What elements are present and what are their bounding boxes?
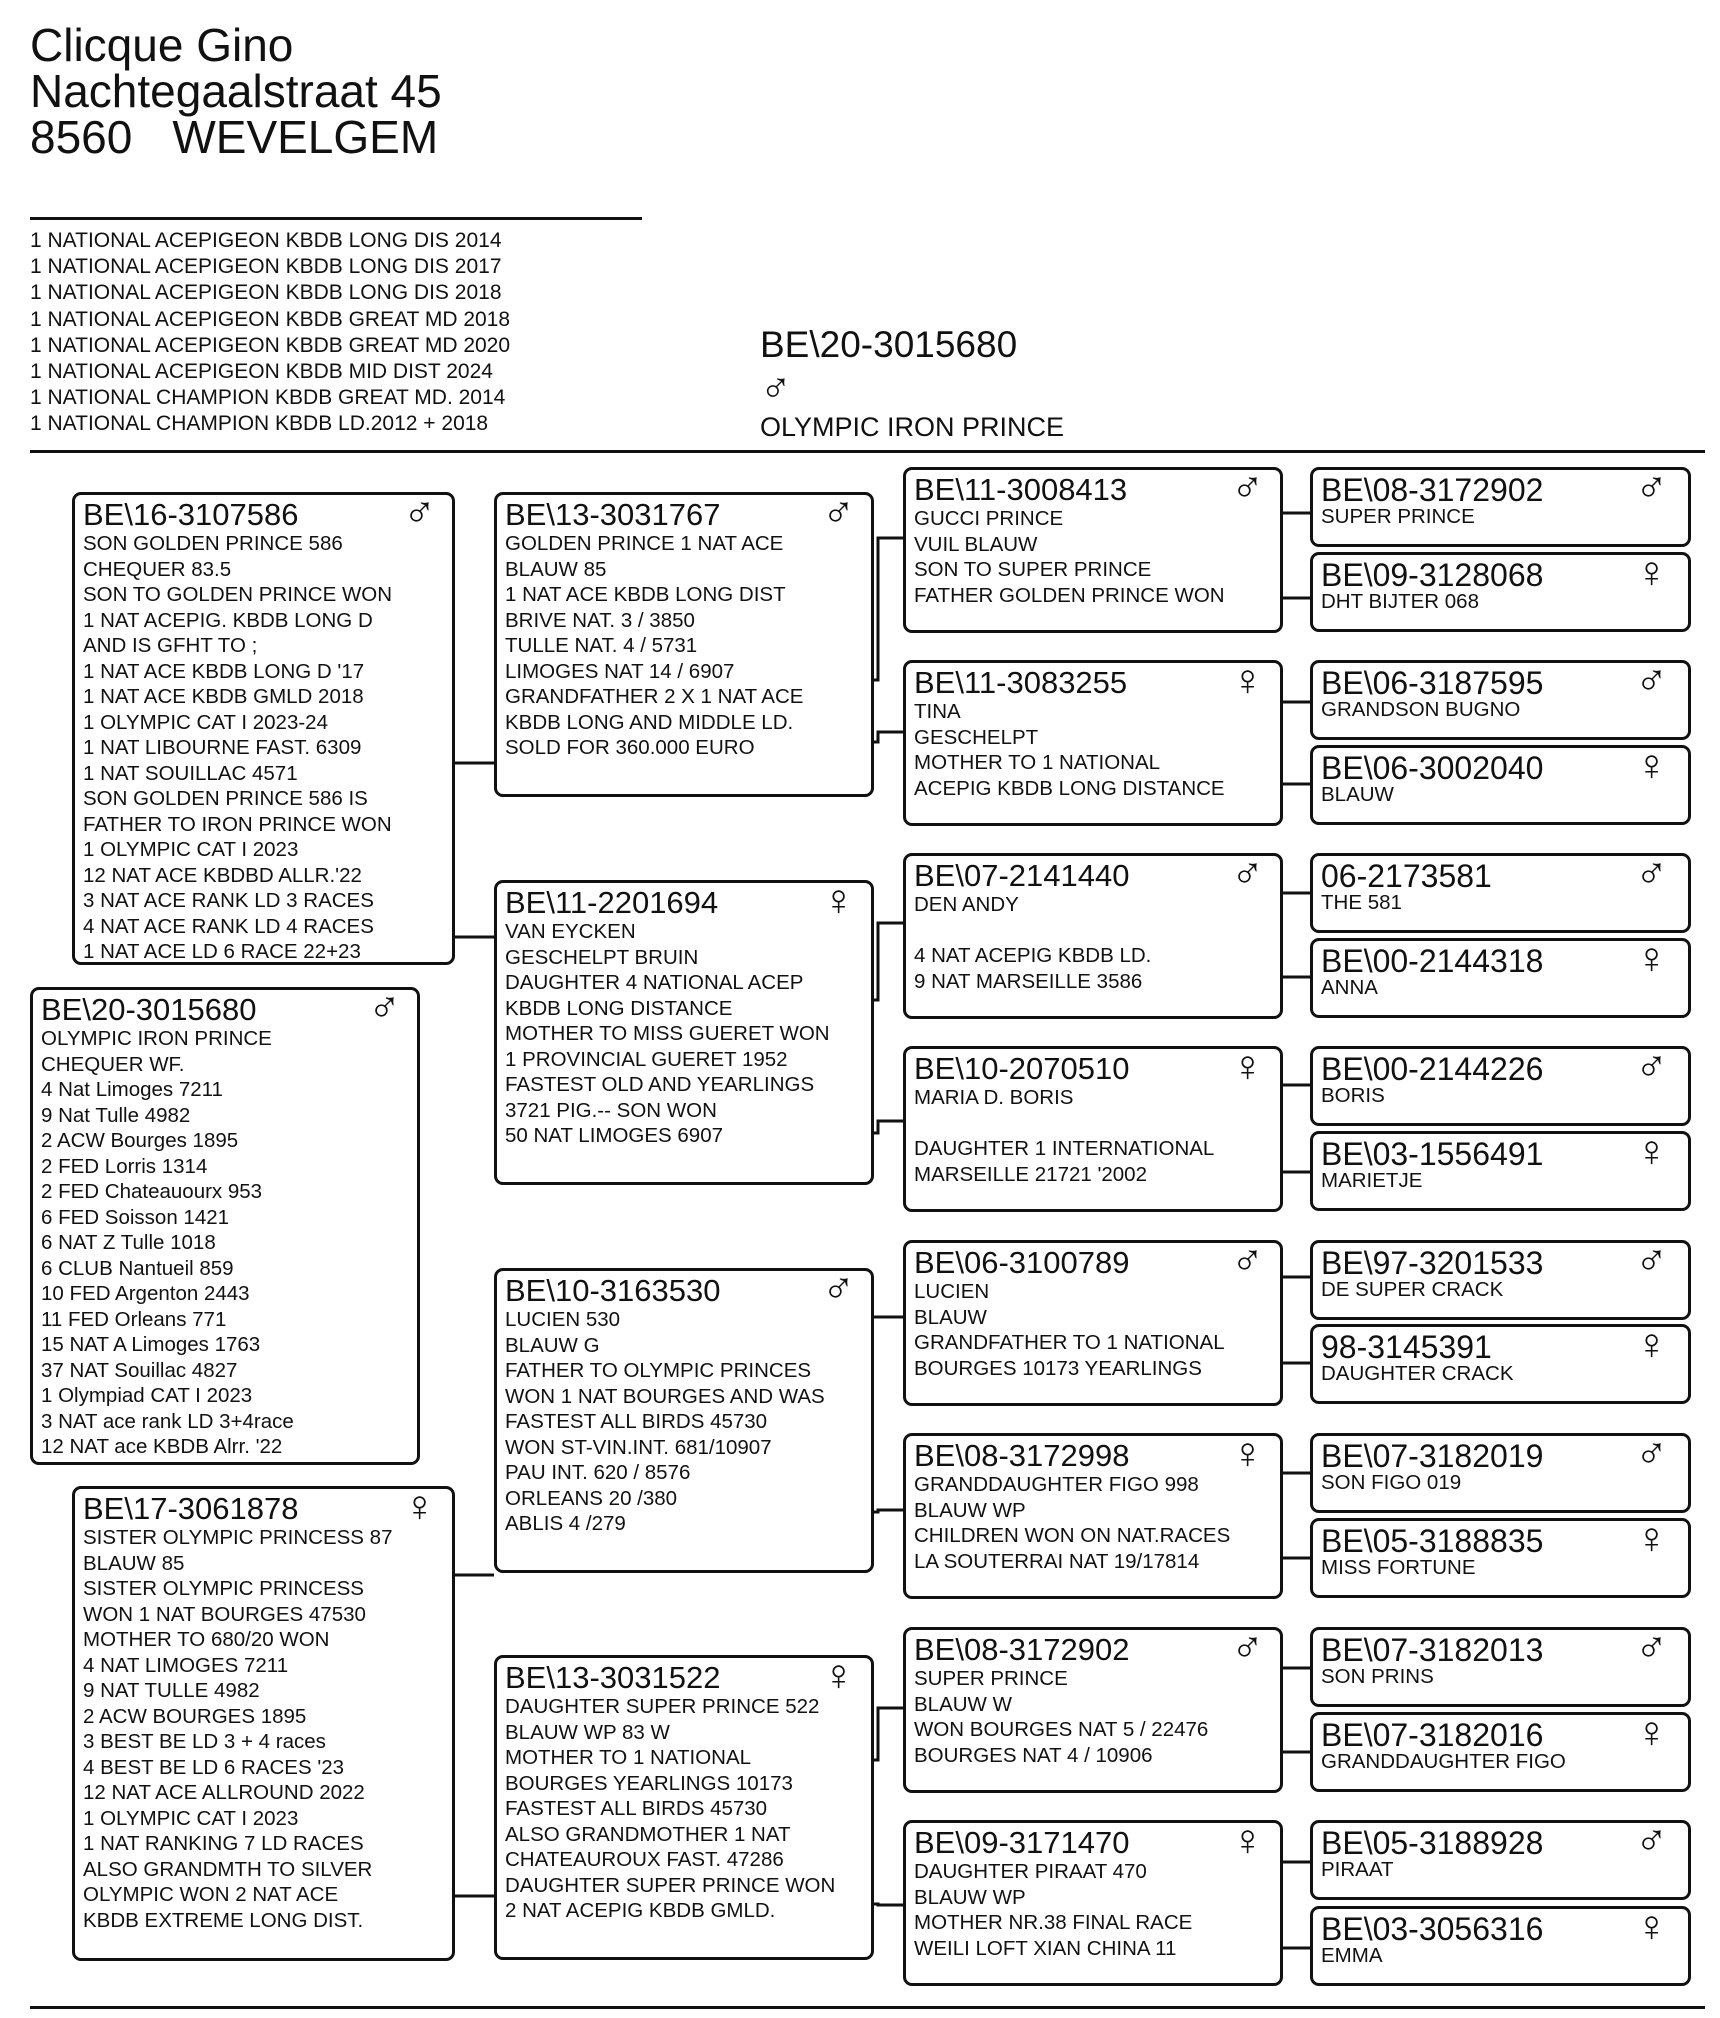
ring-number: BE\08-3172998 — [914, 1438, 1130, 1473]
female-symbol-icon: ♀ — [1231, 1820, 1264, 1865]
info-line: SOLD FOR 360.000 EURO — [505, 736, 755, 759]
owner-city: WEVELGEM — [172, 111, 439, 163]
info-line: 2 ACW BOURGES 1895 — [83, 1704, 307, 1728]
gen4-card — [1310, 467, 1691, 547]
female-symbol-icon: ♀ — [1635, 1906, 1668, 1951]
great-grandparent-card — [903, 1240, 1283, 1406]
info-line: 4 BEST BE LD 6 RACES '23 — [83, 1755, 345, 1779]
gen4-card — [1310, 745, 1691, 825]
info-line: MOTHER NR.38 FINAL RACE — [914, 1911, 1193, 1934]
info-line: DAUGHTER SUPER PRINCE WON — [505, 1873, 836, 1897]
info-line: 1 NAT ACE KBDB LONG D '17 — [83, 659, 365, 683]
ring-number: 98-3145391 — [1321, 1329, 1492, 1365]
info-line: 1 OLYMPIC CAT I 2023-24 — [83, 710, 328, 734]
pigeon-name: DE SUPER CRACK — [1321, 1278, 1504, 1301]
ring-number: BE\08-3172902 — [1321, 472, 1544, 508]
info-line: MARSEILLE 21721 '2002 — [914, 1162, 1147, 1186]
sire-card — [72, 492, 455, 965]
info-line: BLAUW G — [505, 1333, 600, 1357]
female-symbol-icon: ♀ — [822, 1655, 855, 1700]
gen4-card — [1310, 1433, 1691, 1513]
info-line: 4 NAT LIMOGES 7211 — [83, 1653, 289, 1677]
female-symbol-icon: ♀ — [1635, 745, 1668, 790]
info-line: MOTHER TO MISS GUERET WON — [505, 1022, 830, 1045]
gen4-card — [1310, 1712, 1691, 1792]
gen4-card — [1310, 660, 1691, 740]
gen4-card — [1310, 938, 1691, 1018]
info-line: BLAUW WP 83 W — [505, 1720, 670, 1744]
pigeon-name: GRANDSON BUGNO — [1321, 698, 1521, 721]
info-line: MOTHER TO 1 NATIONAL — [505, 1746, 752, 1769]
info-line: BLAUW WP — [914, 1498, 1026, 1522]
ring-number: BE\07-3182013 — [1321, 1632, 1544, 1668]
info-line: SON TO SUPER PRINCE — [914, 558, 1152, 581]
male-symbol-icon: ♂ — [1635, 1627, 1668, 1672]
pigeon-name: DAUGHTER CRACK — [1321, 1362, 1514, 1385]
male-symbol-icon: ♂ — [1635, 660, 1668, 705]
gen4-card — [1310, 1240, 1691, 1320]
ring-number: BE\00-2144318 — [1321, 943, 1544, 979]
info-line: 1 NAT SOUILLAC 4571 — [83, 761, 298, 785]
info-line: BOURGES 10173 YEARLINGS — [914, 1356, 1202, 1380]
male-symbol-icon: ♂ — [1231, 467, 1264, 512]
info-line: BLAUW W — [914, 1692, 1012, 1716]
info-line: 37 NAT Souillac 4827 — [41, 1358, 238, 1382]
info-line: CHATEAUROUX FAST. 47286 — [505, 1848, 784, 1871]
info-line: SISTER OLYMPIC PRINCESS 87 — [83, 1526, 393, 1549]
gen4-card — [1310, 1518, 1691, 1598]
great-grandparent-card — [903, 467, 1283, 633]
info-line: LA SOUTERRAI NAT 19/17814 — [914, 1549, 1200, 1573]
ring-number: BE\03-3056316 — [1321, 1911, 1544, 1947]
info-line: 50 NAT LIMOGES 6907 — [505, 1124, 724, 1147]
info-line: MOTHER TO 1 NATIONAL — [914, 751, 1161, 774]
info-line: CHEQUER WF. — [41, 1052, 185, 1076]
info-line: GRANDFATHER TO 1 NATIONAL — [914, 1331, 1225, 1354]
info-line: 11 FED Orleans 771 — [41, 1307, 227, 1331]
info-line: WON 1 NAT BOURGES AND WAS — [505, 1384, 825, 1408]
female-symbol-icon: ♀ — [1635, 1324, 1668, 1369]
ring-number: BE\16-3107586 — [83, 497, 299, 532]
info-line: 1 NAT ACE LD 6 RACE 22+23 — [83, 940, 361, 963]
female-symbol-icon: ♀ — [1231, 1046, 1264, 1091]
grandparent-card — [494, 880, 874, 1185]
male-symbol-icon: ♂ — [760, 364, 792, 411]
male-symbol-icon: ♂ — [1231, 1240, 1264, 1285]
great-grandparent-card — [903, 1820, 1283, 1986]
info-line: 1 OLYMPIC CAT I 2023 — [83, 1806, 299, 1830]
ring-number: BE\11-2201694 — [505, 885, 719, 920]
info-line: OLYMPIC IRON PRINCE — [41, 1027, 272, 1050]
info-line: OLYMPIC WON 2 NAT ACE — [83, 1883, 339, 1906]
info-line: 12 NAT ACE ALLROUND 2022 — [83, 1781, 365, 1804]
info-line: 1 NAT ACEPIG. KBDB LONG D — [83, 608, 373, 632]
info-line: 6 CLUB Nantueil 859 — [41, 1256, 234, 1280]
info-line: LIMOGES NAT 14 / 6907 — [505, 659, 735, 683]
ring-number: BE\05-3188835 — [1321, 1523, 1544, 1559]
info-line: 1 PROVINCIAL GUERET 1952 — [505, 1047, 788, 1071]
achievement-line: 1 NATIONAL CHAMPION KBDB LD.2012 + 2018 — [30, 412, 489, 436]
female-symbol-icon: ♀ — [822, 880, 855, 925]
pigeon-name: SON FIGO 019 — [1321, 1471, 1462, 1494]
ring-number: BE\11-3083255 — [914, 665, 1128, 700]
info-line: WON 1 NAT BOURGES 47530 — [83, 1602, 366, 1626]
info-line: LUCIEN — [914, 1280, 990, 1303]
info-line: AND IS GFHT TO ; — [83, 634, 258, 657]
female-symbol-icon: ♀ — [1635, 552, 1668, 597]
ring-number: BE\09-3128068 — [1321, 557, 1544, 593]
subject-ring-number: BE\20-3015680 — [760, 324, 1018, 365]
info-line: 9 NAT MARSEILLE 3586 — [914, 969, 1143, 993]
great-grandparent-card — [903, 1627, 1283, 1793]
pigeon-name: SON PRINS — [1321, 1665, 1434, 1688]
gen4-card — [1310, 1046, 1691, 1126]
ring-number: BE\07-3182016 — [1321, 1717, 1544, 1753]
info-line: BLAUW — [914, 1305, 987, 1329]
achievement-line: 1 NATIONAL ACEPIGEON KBDB MID DIST 2024 — [30, 360, 493, 384]
female-symbol-icon: ♀ — [1231, 660, 1264, 705]
gen4-card — [1310, 1906, 1691, 1986]
gen4-card — [1310, 1324, 1691, 1404]
ring-number: BE\00-2144226 — [1321, 1051, 1544, 1087]
info-line: SISTER OLYMPIC PRINCESS — [83, 1577, 364, 1600]
male-symbol-icon: ♂ — [1635, 1046, 1668, 1091]
pigeon-name: DHT BIJTER 068 — [1321, 590, 1479, 613]
achievement-line: 1 NATIONAL ACEPIGEON KBDB LONG DIS 2014 — [30, 229, 502, 252]
ring-number: BE\10-2070510 — [914, 1051, 1130, 1086]
info-line: GUCCI PRINCE — [914, 507, 1064, 530]
gen4-card — [1310, 552, 1691, 632]
male-symbol-icon: ♂ — [1231, 1627, 1264, 1672]
info-line: WON BOURGES NAT 5 / 22476 — [914, 1718, 1209, 1741]
ring-number: BE\08-3172902 — [914, 1632, 1130, 1667]
info-line: 2 NAT ACEPIG KBDB GMLD. — [505, 1899, 776, 1922]
info-line: VUIL BLAUW — [914, 532, 1038, 556]
info-line: 1 OLYMPIC CAT I 2023 — [83, 838, 299, 861]
info-line: FATHER GOLDEN PRINCE WON — [914, 583, 1225, 607]
ring-number: BE\10-3163530 — [505, 1273, 721, 1308]
info-line: 4 Nat Limoges 7211 — [41, 1078, 223, 1101]
owner-name: Clicque Gino — [30, 19, 294, 71]
info-line: 4 NAT ACEPIG KBDB LD. — [914, 944, 1152, 967]
info-line: ACEPIG KBDB LONG DISTANCE — [914, 776, 1225, 800]
subject-name: OLYMPIC IRON PRINCE — [760, 412, 1065, 442]
female-symbol-icon: ♀ — [1635, 1712, 1668, 1757]
info-line: ALSO GRANDMTH TO SILVER — [83, 1857, 373, 1881]
great-grandparent-card — [903, 1046, 1283, 1212]
ring-number: BE\05-3188928 — [1321, 1825, 1544, 1861]
info-line: BOURGES YEARLINGS 10173 — [505, 1771, 793, 1795]
info-line: DAUGHTER 1 INTERNATIONAL — [914, 1137, 1215, 1160]
ring-number: BE\06-3187595 — [1321, 665, 1544, 701]
male-symbol-icon: ♂ — [1635, 1240, 1668, 1285]
info-line: FASTEST ALL BIRDS 45730 — [505, 1797, 768, 1820]
info-line: 2 FED Chateauourx 953 — [41, 1180, 263, 1203]
info-line: CHEQUER 83.5 — [83, 557, 232, 581]
info-line: TULLE NAT. 4 / 5731 — [505, 634, 698, 657]
female-symbol-icon: ♀ — [1635, 1131, 1668, 1176]
male-symbol-icon: ♂ — [368, 987, 401, 1032]
info-line: 9 NAT TULLE 4982 — [83, 1679, 260, 1702]
pigeon-name: THE 581 — [1321, 891, 1402, 914]
info-line: BRIVE NAT. 3 / 3850 — [505, 608, 695, 632]
ring-number: BE\06-3002040 — [1321, 750, 1544, 786]
info-line: KBDB LONG AND MIDDLE LD. — [505, 710, 794, 734]
info-line: DEN ANDY — [914, 893, 1019, 916]
info-line: 3 BEST BE LD 3 + 4 races — [83, 1730, 326, 1753]
gen4-card — [1310, 1820, 1691, 1900]
great-grandparent-card — [903, 660, 1283, 826]
pigeon-name: SUPER PRINCE — [1321, 505, 1475, 528]
info-line: GESCHELPT — [914, 725, 1039, 749]
gen4-card — [1310, 1627, 1691, 1707]
info-line: 2 ACW Bourges 1895 — [41, 1129, 239, 1152]
info-line: MARIA D. BORIS — [914, 1086, 1074, 1109]
grandparent-card — [494, 1655, 874, 1960]
info-line: ORLEANS 20 /380 — [505, 1486, 678, 1510]
info-line: SON GOLDEN PRINCE 586 IS — [83, 787, 368, 810]
pigeon-name: BLAUW — [1321, 783, 1394, 806]
info-line: 10 FED Argenton 2443 — [41, 1282, 250, 1305]
info-line: 9 Nat Tulle 4982 — [41, 1103, 191, 1127]
info-line: FATHER TO OLYMPIC PRINCES — [505, 1359, 812, 1382]
ring-number: BE\13-3031767 — [505, 497, 721, 532]
ring-number: BE\06-3100789 — [914, 1245, 1130, 1280]
female-symbol-icon: ♀ — [403, 1486, 436, 1531]
gen4-card — [1310, 853, 1691, 933]
info-line: BLAUW 85 — [505, 557, 607, 581]
info-line: PAU INT. 620 / 8576 — [505, 1461, 691, 1484]
pigeon-name: EMMA — [1321, 1944, 1383, 1967]
info-line: 2 FED Lorris 1314 — [41, 1154, 208, 1178]
info-line: 1 NAT ACE KBDB LONG DIST — [505, 583, 786, 606]
info-line: FASTEST OLD AND YEARLINGS — [505, 1073, 815, 1096]
info-line: DAUGHTER SUPER PRINCE 522 — [505, 1695, 820, 1718]
info-line: 4 NAT ACE RANK LD 4 RACES — [83, 914, 374, 938]
info-line: WEILI LOFT XIAN CHINA 11 — [914, 1936, 1177, 1960]
info-line: WON ST-VIN.INT. 681/10907 — [505, 1435, 772, 1459]
ring-number: BE\97-3201533 — [1321, 1245, 1544, 1281]
subject-card — [30, 987, 420, 1465]
great-grandparent-card — [903, 853, 1283, 1019]
achievement-line: 1 NATIONAL ACEPIGEON KBDB GREAT MD 2020 — [30, 333, 511, 357]
info-line: GESCHELPT BRUIN — [505, 945, 699, 969]
info-line: 15 NAT A Limoges 1763 — [41, 1333, 261, 1356]
ring-number: BE\09-3171470 — [914, 1825, 1130, 1860]
male-symbol-icon: ♂ — [1231, 853, 1264, 898]
ring-number: BE\03-1556491 — [1321, 1136, 1544, 1172]
info-line: GRANDFATHER 2 X 1 NAT ACE — [505, 685, 804, 708]
female-symbol-icon: ♀ — [1635, 938, 1668, 983]
male-symbol-icon: ♂ — [1635, 1820, 1668, 1865]
info-line — [914, 918, 1280, 944]
info-line: 1 NAT ACE KBDB GMLD 2018 — [83, 685, 364, 708]
info-line: DAUGHTER 4 NATIONAL ACEP — [505, 971, 804, 994]
male-symbol-icon: ♂ — [1635, 467, 1668, 512]
info-line: LUCIEN 530 — [505, 1308, 621, 1331]
info-line: SON GOLDEN PRINCE 586 — [83, 532, 343, 555]
ring-number: BE\07-2141440 — [914, 858, 1130, 893]
info-line — [914, 1111, 1280, 1137]
info-line: 6 FED Soisson 1421 — [41, 1205, 230, 1229]
achievement-line: 1 NATIONAL ACEPIGEON KBDB LONG DIS 2018 — [30, 281, 502, 305]
info-line: 1 Olympiad CAT I 2023 — [41, 1384, 253, 1407]
info-line: KBDB LONG DISTANCE — [505, 996, 733, 1020]
info-line: FASTEST ALL BIRDS 45730 — [505, 1410, 768, 1433]
info-line: CHILDREN WON ON NAT.RACES — [914, 1524, 1231, 1547]
dam-card — [72, 1486, 455, 1961]
info-line: ALSO GRANDMOTHER 1 NAT — [505, 1822, 791, 1846]
info-line: GOLDEN PRINCE 1 NAT ACE — [505, 532, 784, 555]
info-line: DAUGHTER PIRAAT 470 — [914, 1860, 1147, 1883]
male-symbol-icon: ♂ — [822, 492, 855, 537]
pigeon-name: BORIS — [1321, 1084, 1385, 1107]
male-symbol-icon: ♂ — [822, 1268, 855, 1313]
ring-number: 06-2173581 — [1321, 858, 1492, 894]
info-line: FATHER TO IRON PRINCE WON — [83, 812, 392, 836]
info-line: 3721 PIG.-- SON WON — [505, 1098, 717, 1122]
ring-number: BE\20-3015680 — [41, 992, 257, 1027]
grandparent-card — [494, 492, 874, 797]
pigeon-name: ANNA — [1321, 976, 1378, 999]
info-line: ABLIS 4 /279 — [505, 1512, 626, 1535]
info-line: BOURGES NAT 4 / 10906 — [914, 1743, 1153, 1767]
male-symbol-icon: ♂ — [1635, 1433, 1668, 1478]
info-line: SON TO GOLDEN PRINCE WON — [83, 583, 393, 606]
info-line: 3 NAT ACE RANK LD 3 RACES — [83, 889, 374, 912]
info-line: TINA — [914, 700, 961, 723]
gen4-card — [1310, 1131, 1691, 1211]
info-line: MOTHER TO 680/20 WON — [83, 1628, 330, 1651]
pigeon-name: PIRAAT — [1321, 1858, 1394, 1881]
info-line: BLAUW 85 — [83, 1551, 185, 1575]
info-line: 12 NAT ace KBDB Alrr. '22 — [41, 1435, 283, 1458]
info-line: SUPER PRINCE — [914, 1667, 1068, 1690]
pigeon-name: GRANDDAUGHTER FIGO — [1321, 1750, 1566, 1773]
achievement-line: 1 NATIONAL ACEPIGEON KBDB GREAT MD 2018 — [30, 307, 511, 331]
info-line: 6 NAT Z Tulle 1018 — [41, 1231, 216, 1254]
info-line: BLAUW WP — [914, 1885, 1026, 1909]
great-grandparent-card — [903, 1433, 1283, 1599]
info-line: GRANDDAUGHTER FIGO 998 — [914, 1473, 1199, 1496]
pigeon-name: MISS FORTUNE — [1321, 1556, 1476, 1579]
info-line: 12 NAT ACE KBDBD ALLR.'22 — [83, 863, 362, 887]
female-symbol-icon: ♀ — [1635, 1518, 1668, 1563]
ring-number: BE\17-3061878 — [83, 1491, 299, 1526]
male-symbol-icon: ♂ — [403, 492, 436, 537]
ring-number: BE\07-3182019 — [1321, 1438, 1544, 1474]
male-symbol-icon: ♂ — [1635, 853, 1668, 898]
info-line: 1 NAT LIBOURNE FAST. 6309 — [83, 736, 362, 759]
achievement-line: 1 NATIONAL CHAMPION KBDB GREAT MD. 2014 — [30, 386, 506, 410]
info-line: 1 NAT RANKING 7 LD RACES — [83, 1832, 364, 1855]
footer-divider — [30, 2006, 1705, 2009]
info-line: VAN EYCKEN — [505, 920, 636, 943]
grandparent-card — [494, 1268, 874, 1573]
pigeon-name: MARIETJE — [1321, 1169, 1423, 1192]
info-line: 3 NAT ace rank LD 3+4race — [41, 1409, 294, 1433]
female-symbol-icon: ♀ — [1231, 1433, 1264, 1478]
ring-number: BE\11-3008413 — [914, 472, 1128, 507]
owner-postcode: 8560 — [30, 111, 133, 163]
info-line: KBDB EXTREME LONG DIST. — [83, 1908, 364, 1932]
owner-street: Nachtegaalstraat 45 — [30, 65, 442, 117]
ring-number: BE\13-3031522 — [505, 1660, 721, 1695]
achievement-line: 1 NATIONAL ACEPIGEON KBDB LONG DIS 2017 — [30, 255, 502, 279]
